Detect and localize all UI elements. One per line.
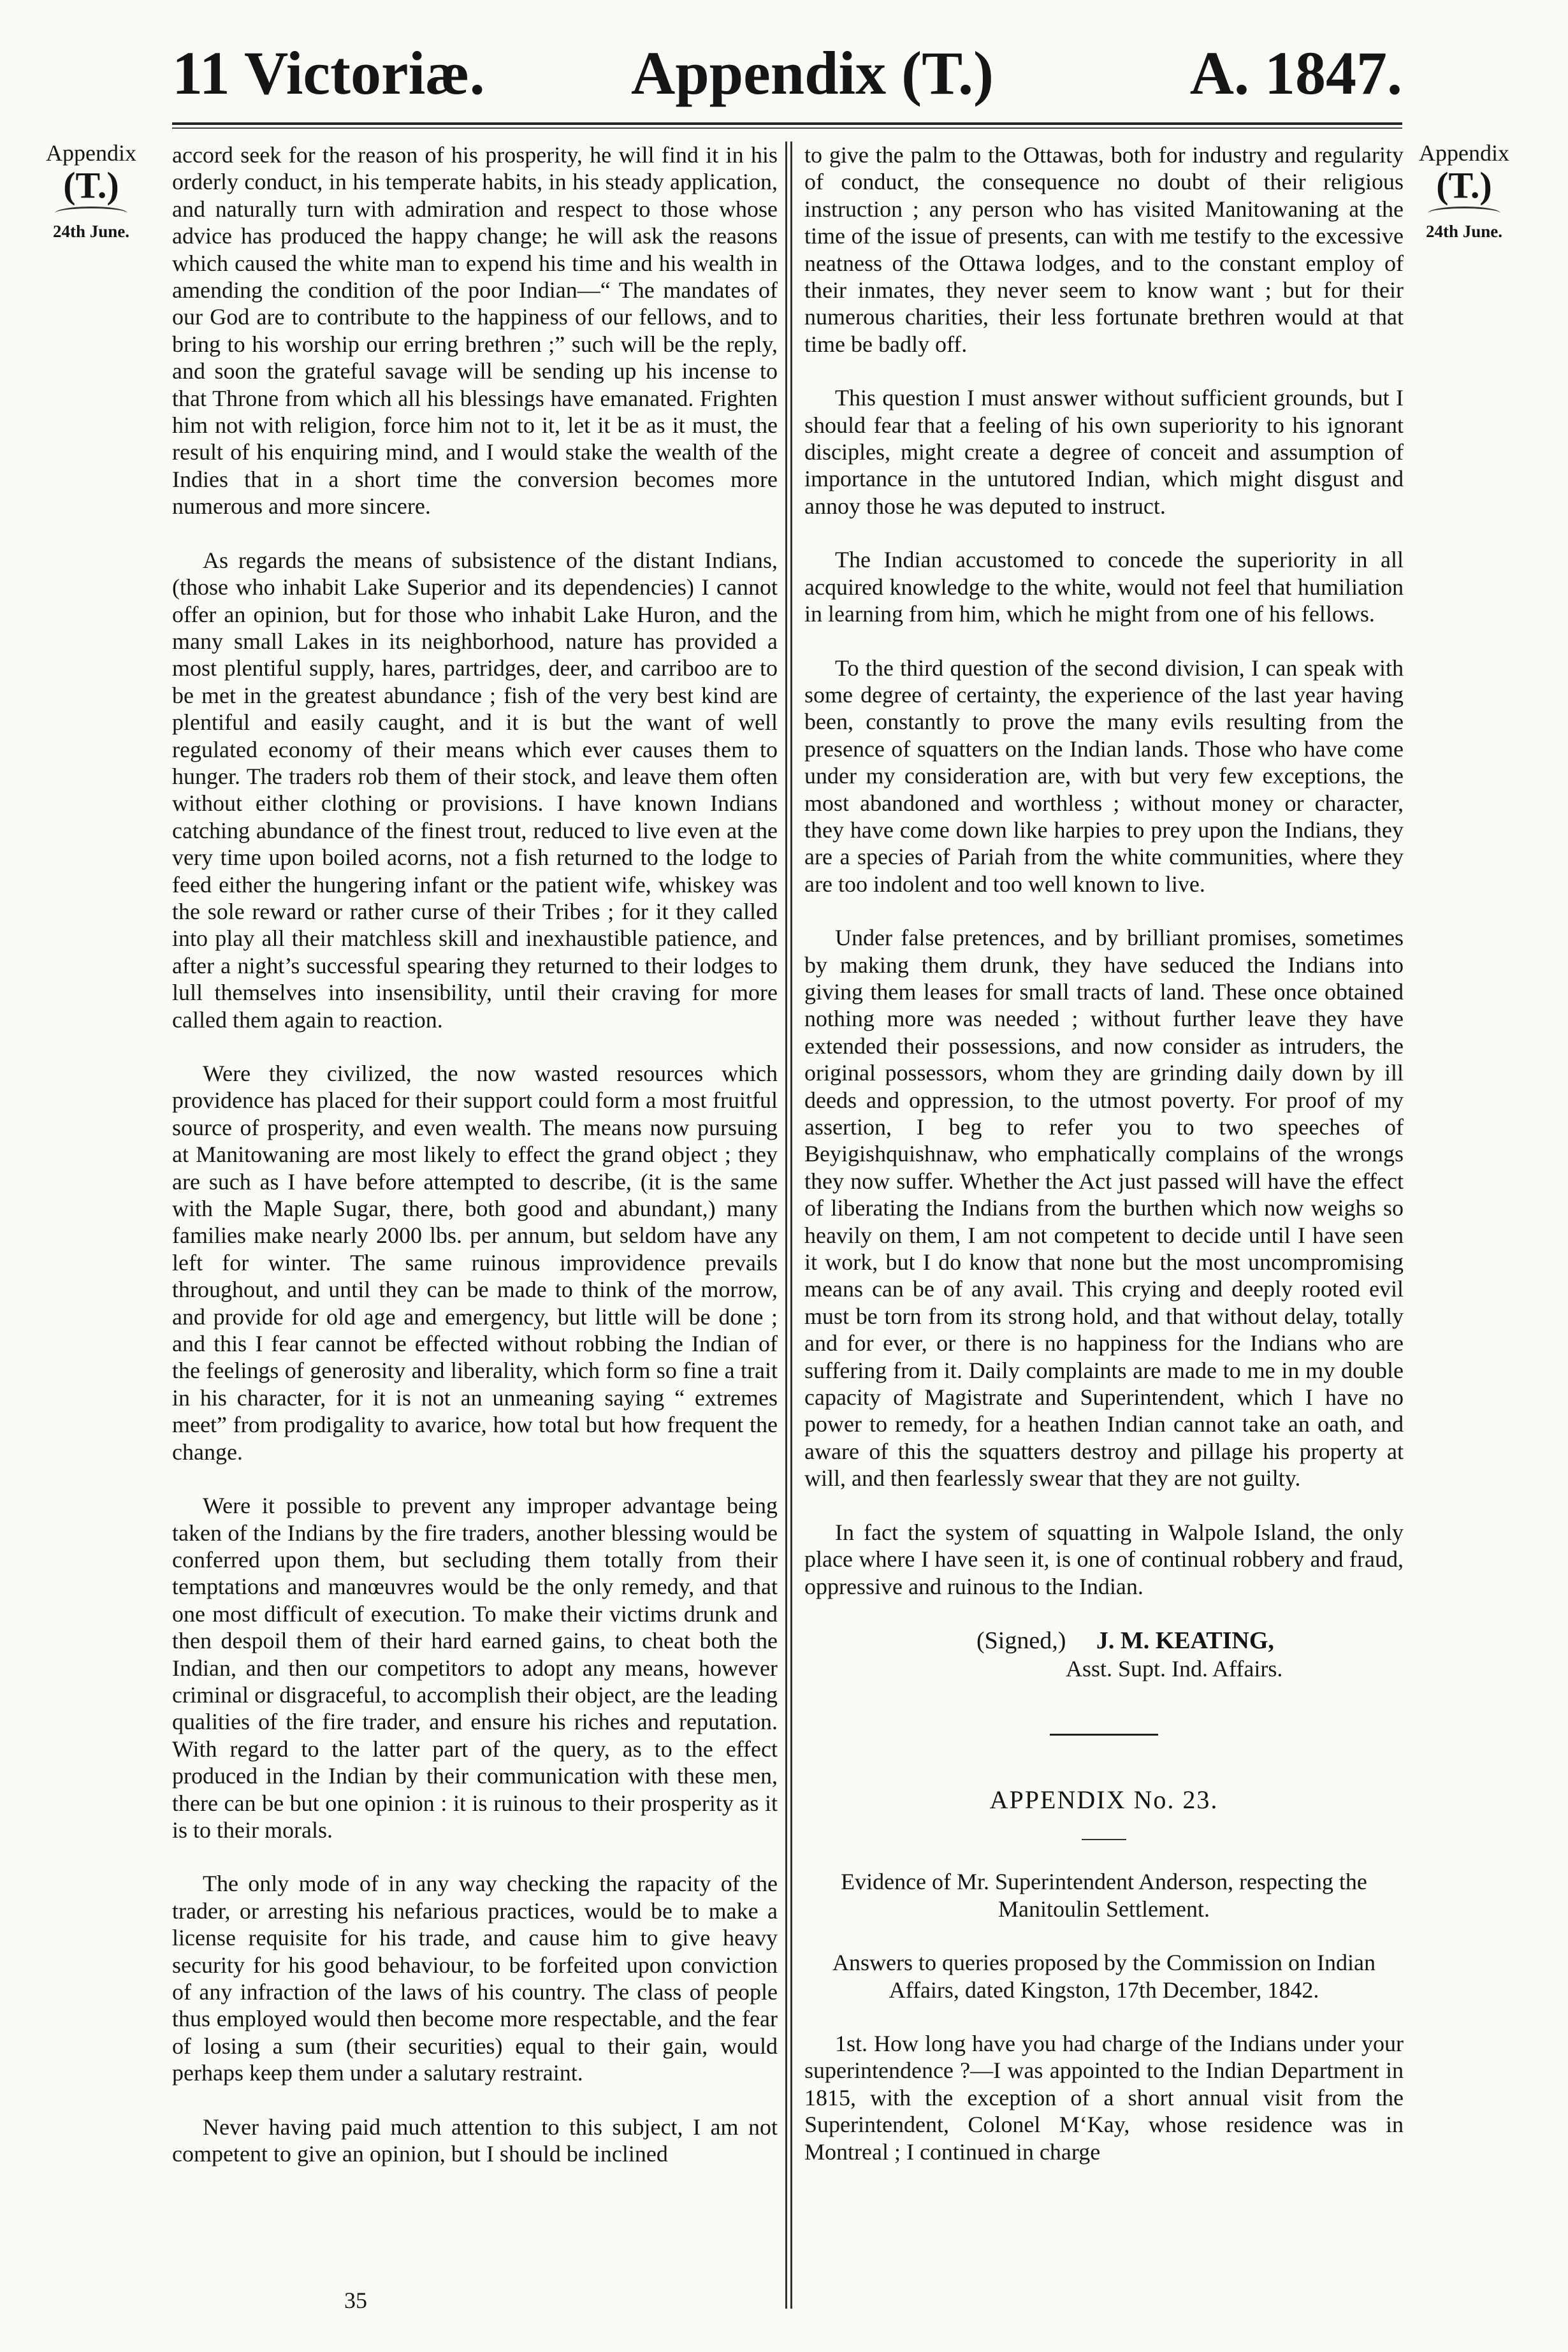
paragraph: Never having paid much attention to this subject, I am not competent to give an opinion, but I should be inclined [172, 2114, 778, 2167]
paragraph: Were they civilized, the now wasted resources which providence has placed for their support could form a most fruitful source of prosperity, and even wealth. The means now pursuing at Manitowaning are most likely to effect the grand object ; they are such as I have before attempted to describe, (it is the same with the Maple Sugar, there, both good and abundant,) many families make nearly 2000 lbs. per annum, but seldom have any left for winter. The same ruinous improvidence prevails throughout, and until they can be made to think of the morrow, and provide for old age and emergency, but little will be done ; and this I fear cannot be effected without robbing the Indian of the feelings of generosity and liberality, which form so fine a trait in his character, for it is not an unmeaning saying “ extremes meet” from prodigality to avarice, how total but how frequent the change. [172, 1061, 778, 1465]
paragraph: This question I must answer without sufficient grounds, but I should fear that a feeling of his own superiority to his ignorant disciples, might create a degree of conceit and assumption of importance in the untutored Indian, which might disgust and annoy those he was deputed to instruct. [804, 385, 1404, 519]
margin-note-label: Appendix [1419, 140, 1509, 166]
left-column [172, 142, 778, 2321]
signatory-title: Asst. Supt. Ind. Affairs. [1066, 1655, 1283, 1681]
header-appendix-title: Appendix (T.) [631, 39, 994, 107]
header-year: A. 1847. [1189, 39, 1402, 107]
paragraph: Under false pretences, and by brilliant promises, sometimes by making them drunk, they have seduced the Indians into giving them leases for small tracts of land. These once obtained nothing more was needed ; without further leave they have extended their possessions, and now consider as intruders, the original possessors, whom they are grinding daily down by ill deeds and oppression, to the utmost poverty. For proof of my assertion, I beg to refer you to two speeches of Beyigishquishnaw, who emphatically complains of the wrongs they now suffer. Whether the Act just passed will have the effect of liberating the Indians from the burthen which now weighs so heavily on them, I am not competent to decide until I have seen it work, but I do know that none but the most uncompromising means can be of any avail. This crying and deeply rooted evil must be torn from its strong hold, and that without delay, totally and for ever, or there is no happiness for the Indians who are suffering from it. Daily complaints are made to me in my double capacity of Magistrate and Superintendent, which I have no power to remedy, for a heathen Indian cannot take an oath, and aware of this the squatters destroy and pillage his property at will, and then fearlessly swear that they are not guilty. [804, 925, 1404, 1492]
margin-note-right [1416, 140, 1512, 242]
running-header [172, 38, 1402, 115]
section-divider [1050, 1734, 1158, 1736]
paragraph: 1st. How long have you had charge of the Indians under your superintendence ?—I was appointed to the Indian Department in 1815, with the exception of a short annual visit from the Superintendent, Colonel M‘Kay, whose residence was in Montreal ; I continued in charge [804, 2030, 1404, 2165]
margin-note-brace [55, 207, 127, 220]
margin-note-date: 24th June. [52, 222, 130, 241]
evidence-title: Evidence of Mr. Superintendent Anderson, respecting the Manitoulin Settlement. [841, 1869, 1367, 1922]
header-regnal-year: 11 Victoriæ. [172, 39, 485, 107]
paragraph: The only mode of in any way checking the rapacity of the trader, or arresting his nefarious practices, would be to make a license requisite for his trade, and cause him to give heavy security for his good behaviour, to be forfeited upon conviction of any infraction of the laws of his country. The class of people thus employed would then become more respectable, and the fear of losing a sum (their securities) equal to their gain, would perhaps keep them under a salutary restraint. [172, 1871, 778, 2086]
paragraph: In fact the system of squatting in Walpole Island, the only place where I have seen it, is one of continual robbery and fraud, oppressive and ruinous to the Indian. [804, 1519, 1404, 1599]
heading-rule [1082, 1839, 1126, 1840]
margin-note-left [43, 140, 139, 242]
margin-note-letter: (T.) [63, 164, 119, 206]
margin-note-date: 24th June. [1425, 222, 1503, 241]
paragraph: The Indian accustomed to concede the superiority in all acquired knowledge to the white, would not feel that humiliation in learning from him, which he might from one of his fellows. [804, 547, 1404, 627]
answers-intro: Answers to queries proposed by the Commission on Indian Affairs, dated Kingston, 17th December, 1842. [832, 1950, 1376, 2003]
paragraph: to give the palm to the Ottawas, both for industry and regularity of conduct, the consequence no doubt of their religious instruction ; any person who has visited Manitowaning at the time of the issue of presents, can with me testify to the excessive neatness of the Ottawa lodges, and to the constant employ of their inmates, they never seem to know want ; but for their numerous charities, their less fortunate brethren would at that time be badly off. [804, 142, 1404, 357]
paragraph: To the third question of the second division, I can speak with some degree of certainty, the experience of the last year having been, constantly to prove the many evils resulting from the presence of squatters on the Indian lands. Those who have come under my consideration are, with but very few exceptions, the most abandoned and worthless ; without money or character, they have come down like harpies to prey upon the Indians, they are a species of Pariah from the white communities, where they are too indolent and too well known to live. [804, 655, 1404, 897]
column-divider [790, 142, 792, 2309]
appendix-heading: APPENDIX No. 23. [989, 1785, 1219, 1814]
paragraph: Were it possible to prevent any improper advantage being taken of the Indians by the fire traders, another blessing would be conferred upon them, but secluding them totally from their temptations and manœuvres would be the only remedy, and that one most difficult of execution. To make their victims drunk and then despoil them of their hard earned gains, to cheat both the Indian, and then our competitors to adopt any means, however criminal or disgraceful, to accomplish their object, are the leading qualities of the fire trader, and ensure his riches and reputation. With regard to the latter part of the query, as to the effect produced in the Indian by their communication with these men, there can be but one opinion : it is ruinous to their prosperity as it is to their morals. [172, 1493, 778, 1843]
margin-note-label: Appendix [46, 140, 136, 166]
margin-note-letter: (T.) [1436, 164, 1492, 206]
paragraph: As regards the means of subsistence of the distant Indians, (those who inhabit Lake Superior and its dependencies) I cannot offer an opinion, but for those who inhabit Lake Huron, and the many small Lakes in its neighborhood, nature has provided a most plentiful supply, hares, partridges, deer, and carriboo are to be met in the greatest abundance ; fish of the very best kind are plentiful and easily caught, and it is but the want of well regulated economy of their means which ever causes them to hunger. The traders rob them of their stock, and leave them often without either clothing or provisions. I have known Indians catching abundance of the finest trout, reduced to live even at the very time upon boiled acorns, not a fish returned to the lodge to feed either the hungering infant or the patient wife, whiskey was the sole reward or rather curse of their Tribes ; for it they called into play all their matchless skill and inexhaustible patience, and after a night’s successful spearing they returned to their lodges to lull themselves into insensibility, until their craving for more called them again to reaction. [172, 547, 778, 1033]
signed-label: (Signed,) [976, 1627, 1066, 1654]
signature-line [976, 1627, 1404, 1655]
right-column [804, 142, 1404, 2321]
paragraph: accord seek for the reason of his prosperity, he will find it in his orderly conduct, in his temperate habits, in his steady application, and naturally turn with admiration and respect to those whose advice has produced the happy change; he will ask the reasons which caused the white man to expend his time and his wealth in amending the condition of the poor Indian—“ The mandates of our God are to contribute to the happiness of our fellows, and to bring to his worship our erring brethren ;” such will be the reply, and soon the grateful savage will be sending up his incense to that Throne from which all his blessings have emanated. Frighten him not with religion, force him not to it, let it be as it must, the result of his enquiring mind, and I would stake the wealth of the Indies that in a short time the conversion becomes more numerous and more sincere. [172, 142, 778, 519]
column-divider [785, 142, 787, 2309]
margin-note-brace [1428, 207, 1500, 220]
signatory-name: J. M. KEATING, [1096, 1627, 1274, 1654]
page-number: 35 [344, 2288, 367, 2313]
header-rule-thin [172, 127, 1402, 129]
header-rule [172, 122, 1402, 125]
